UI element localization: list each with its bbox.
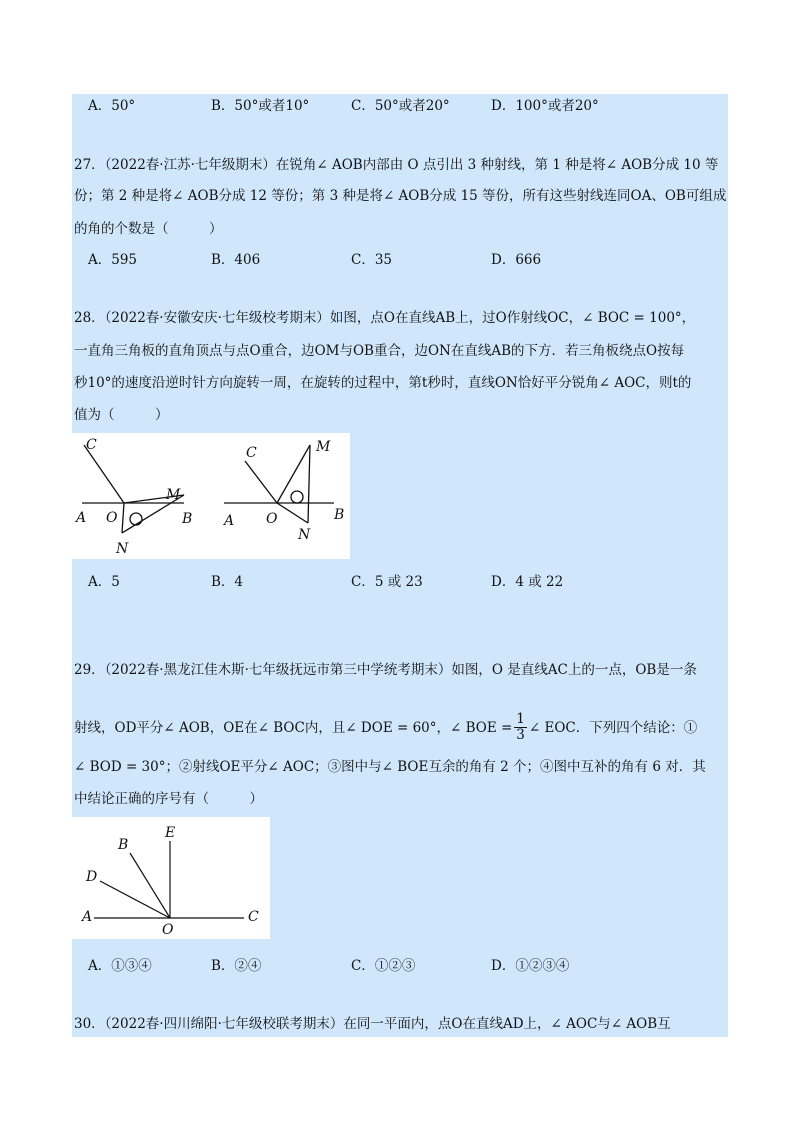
q27-option-d: D．666 <box>491 252 542 268</box>
q27-option-a: A．595 <box>88 252 138 268</box>
q26-option-c: C．50°或者20° <box>351 98 450 114</box>
q29-figure <box>72 817 270 939</box>
q28-label-b1: B <box>182 511 193 527</box>
q27-option-b: B．406 <box>211 252 261 268</box>
q29-text-2b: ∠ EOC．下列四个结论：① <box>528 720 698 736</box>
q29-diagram <box>72 817 270 939</box>
q30-line-1 <box>74 1014 671 1034</box>
q29-fraction <box>514 712 527 743</box>
q29-label-o: O <box>162 922 174 938</box>
q29-number: 29． <box>74 662 105 678</box>
q29-option-c: C．①②③ <box>351 958 416 974</box>
q30-number: 30． <box>74 1016 105 1032</box>
q29-option-d: D．①②③④ <box>491 958 570 974</box>
q26-option-b: B．50°或者10° <box>211 98 310 114</box>
q29-label-e: E <box>165 825 176 841</box>
q29-line-1 <box>74 660 697 680</box>
q28-label-n2: N <box>298 527 311 543</box>
q29-fraction-den: 3 <box>516 727 525 743</box>
q29-option-a: A．①③④ <box>88 958 152 974</box>
q28-line-3: 秒10°的速度沿逆时针方向旋转一周，在旋转的过程中，第t秒时，直线ON恰好平分锐角∠ AOC，则t的 <box>74 375 692 391</box>
q30-text-1: 在同一平面内，点O在直线AD上，∠ AOC与∠ AOB互 <box>343 1016 671 1032</box>
q29-source: （2022春·黑龙江佳木斯·七年级抚远市第三中学统考期末） <box>104 662 452 678</box>
q27-line-2: 份；第 2 种是将∠ AOB分成 12 等份；第 3 种是将∠ AOB分成 15 等份，所有这些射线连同OA、OB可组成 <box>74 188 727 204</box>
q26-option-d: D．100°或者20° <box>491 98 599 114</box>
q27-number: 27． <box>74 157 105 173</box>
q28-label-n1: N <box>116 541 129 557</box>
q29-label-a: A <box>82 909 93 925</box>
q28-label-m1: M <box>166 487 181 503</box>
q29-line-4: 中结论正确的序号有（ ） <box>74 791 263 807</box>
q28-label-a2: A <box>224 513 235 529</box>
q29-line-3: ∠ BOD = 30°；②射线OE平分∠ AOC；③图中与∠ BOE互余的角有 2 个；④图中互补的角有 6 对．其 <box>74 759 706 775</box>
q28-text-1: 如图，点O在直线AB上，过O作射线OC，∠ BOC = 100°， <box>329 310 696 326</box>
q30-source: （2022春·四川绵阳·七年级校联考期末） <box>104 1016 344 1032</box>
q28-label-a1: A <box>76 510 87 526</box>
q28-line-1 <box>74 308 695 328</box>
q28-option-d: D．4 或 22 <box>491 574 564 590</box>
q28-label-c1: C <box>86 437 97 453</box>
q29-label-d: D <box>86 869 98 885</box>
q26-option-a: A．50° <box>88 98 136 114</box>
q29-fraction-num: 1 <box>516 711 525 727</box>
q29-label-b: B <box>118 837 129 853</box>
q28-label-m2: M <box>316 439 331 455</box>
q28-label-b2: B <box>334 507 345 523</box>
q27-line-1 <box>74 155 718 175</box>
q28-label-c2: C <box>246 445 257 461</box>
q29-label-c: C <box>248 909 259 925</box>
q28-option-a: A．5 <box>88 574 120 590</box>
q27-option-c: C．35 <box>351 252 393 268</box>
q28-label-o1: O <box>106 510 118 526</box>
q29-text-2a: 射线，OD平分∠ AOB，OE在∠ BOC内，且∠ DOE = 60°，∠ BOE = <box>74 720 513 736</box>
q28-line-4: 值为（ ） <box>74 407 169 423</box>
q28-figure <box>72 433 350 559</box>
q29-option-b: B．②④ <box>211 958 262 974</box>
q28-label-o2: O <box>266 511 278 527</box>
q28-option-b: B．4 <box>211 574 244 590</box>
q27-source: （2022春·江苏·七年级期末） <box>104 157 276 173</box>
q27-line-3: 的角的个数是（ ） <box>74 221 223 237</box>
q28-number: 28． <box>74 310 105 326</box>
q29-line-2 <box>74 713 697 744</box>
q27-text-1: 在锐角∠ AOB内部由 O 点引出 3 种射线，第 1 种是将∠ AOB分成 10 等 <box>275 157 719 173</box>
q29-text-1: 如图，O 是直线AC上的一点，OB是一条 <box>451 662 697 678</box>
q28-option-c: C．5 或 23 <box>351 574 423 590</box>
q28-source: （2022春·安徽安庆·七年级校考期末） <box>104 310 330 326</box>
q28-line-2: 一直角三角板的直角顶点与点O重合，边OM与OB重合，边ON在直线AB的下方．若三角板绕点O按每 <box>74 343 685 359</box>
q28-diagram <box>72 433 350 559</box>
